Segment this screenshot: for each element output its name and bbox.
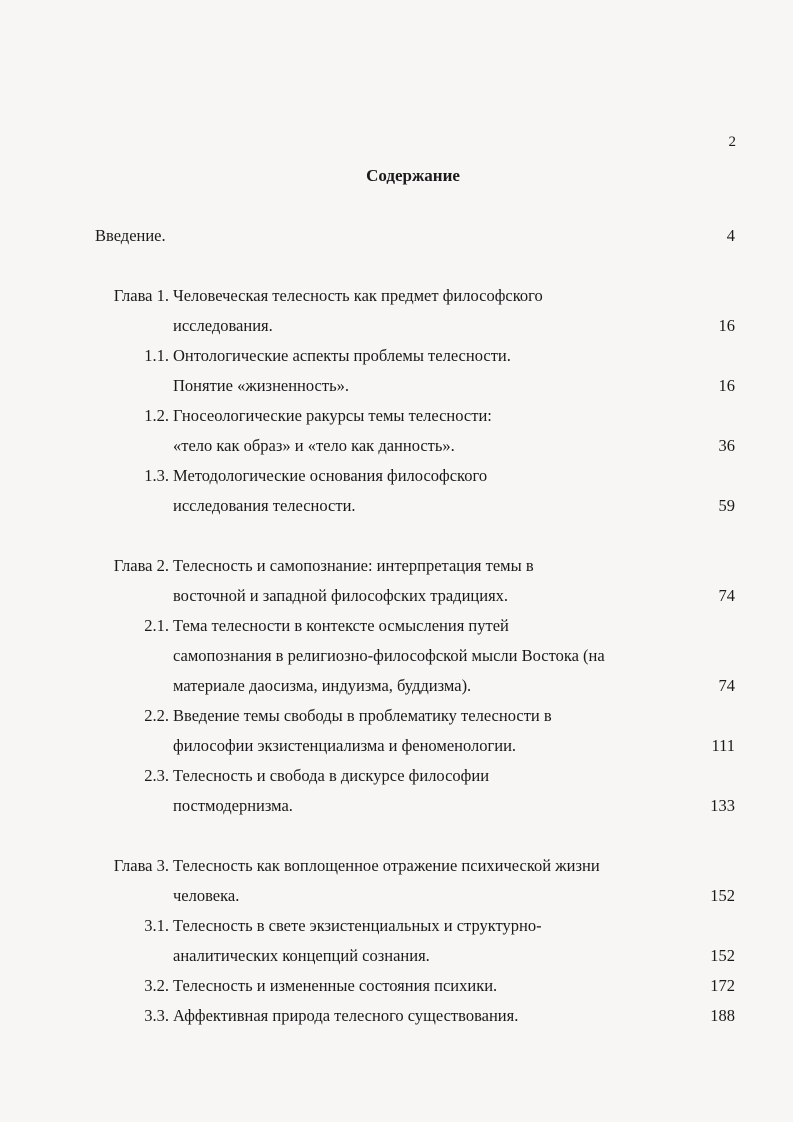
toc-entry-line [0, 671, 793, 701]
toc-entry-line [0, 881, 793, 911]
toc-entry-page: 152 [710, 946, 735, 965]
toc-entry [0, 971, 793, 1001]
toc-entry [0, 281, 793, 341]
toc-entry-line [0, 1001, 793, 1031]
toc-entry-title: Тема телесности в контексте осмысления путей [173, 616, 509, 635]
toc-entry-line [0, 281, 793, 311]
toc-entry-line [0, 761, 793, 791]
toc-entry-title: постмодернизма. [173, 796, 293, 815]
toc-entry-page: 16 [718, 316, 735, 335]
page-title: Содержание [366, 166, 460, 185]
toc-entry-title: Телесность как воплощенное отражение психической жизни [173, 856, 600, 875]
toc-entry-line [0, 581, 793, 611]
toc-entry-title: аналитических концепций сознания. [173, 946, 430, 965]
toc-entry [0, 761, 793, 821]
toc-entry-line [0, 701, 793, 731]
toc-entry-title: Телесность и измененные состояния психики. [173, 976, 498, 995]
toc-entry [0, 551, 793, 611]
toc-entry-title: исследования. [173, 316, 273, 335]
toc-entry-title: Понятие «жизненность». [173, 376, 349, 395]
toc-entry [0, 461, 793, 521]
toc-entry-title: философии экзистенциализма и феноменологии. [173, 736, 517, 755]
toc-entry-title: Онтологические аспекты проблемы телесности. [173, 346, 511, 365]
toc-entry-page: 172 [710, 976, 735, 995]
toc-entry-title: Методологические основания философского [173, 466, 488, 485]
toc-intro-title: Введение. [95, 226, 166, 245]
toc-entry [0, 1001, 793, 1031]
toc-entry-page: 133 [710, 796, 735, 815]
toc-entry-page: 74 [718, 676, 735, 695]
toc-entry-title: Телесность и самопознание: интерпретация темы в [173, 556, 534, 575]
toc-entry-title: материале даосизма, индуизма, буддизма). [173, 676, 472, 695]
toc-intro [0, 221, 793, 251]
toc-entry-number: 1.3. [144, 466, 169, 485]
toc-entry-line [0, 941, 793, 971]
toc-entry-page: 36 [718, 436, 735, 455]
page-number: 2 [728, 134, 736, 150]
toc-entry [0, 851, 793, 911]
toc-entry-line [0, 461, 793, 491]
toc-entry-page: 152 [710, 886, 735, 905]
toc-entry-line [0, 401, 793, 431]
toc-entry-number: 2.1. [144, 616, 169, 635]
toc-entry-title: самопознания в религиозно-философской мысли Востока (на [173, 646, 605, 665]
toc-entry-number: 3.1. [144, 916, 169, 935]
toc-entry-title: Введение темы свободы в проблематику телесности в [173, 706, 552, 725]
toc-entry-number: 3.3. [144, 1006, 169, 1025]
toc-entry-line [0, 341, 793, 371]
toc-entry-line [0, 641, 793, 671]
toc-entry-number: 1.1. [144, 346, 169, 365]
toc-entry-page: 16 [718, 376, 735, 395]
toc-entry-number: 2.3. [144, 766, 169, 785]
toc-entry-line [0, 311, 793, 341]
toc-entry-title: Телесность в свете экзистенциальных и структурно- [173, 916, 542, 935]
toc-entry-title: Аффективная природа телесного существования. [173, 1006, 519, 1025]
toc-entry-title: Телесность и свобода в дискурсе философии [173, 766, 490, 785]
toc-entries [0, 281, 793, 1031]
toc-entry-title: исследования телесности. [173, 496, 356, 515]
toc-entry-page: 111 [711, 736, 735, 755]
toc-entry-line [0, 791, 793, 821]
toc-entry-line [0, 431, 793, 461]
toc-entry-title: «тело как образ» и «тело как данность». [173, 436, 455, 455]
toc-entry-number: 1.2. [144, 406, 169, 425]
toc-entry-number: Глава 2. [113, 556, 169, 575]
toc-entry-line [0, 491, 793, 521]
toc-entry-number: Глава 3. [113, 856, 169, 875]
toc-entry-line [0, 911, 793, 941]
toc-entry-page: 59 [718, 496, 735, 515]
toc-entry-line [0, 371, 793, 401]
toc-entry-title: человека. [173, 886, 240, 905]
toc-entry-line [0, 731, 793, 761]
toc-entry-number: 2.2. [144, 706, 169, 725]
toc-entry-title: восточной и западной философских традициях. [173, 586, 509, 605]
toc-entry [0, 911, 793, 971]
toc-intro-page: 4 [726, 226, 735, 245]
toc-entry [0, 341, 793, 401]
toc-entry [0, 611, 793, 701]
toc-entry-line [0, 551, 793, 581]
toc-entry-page: 188 [710, 1006, 735, 1025]
toc-entry-page: 74 [718, 586, 735, 605]
toc-entry [0, 701, 793, 761]
toc-entry-line [0, 971, 793, 1001]
toc-entry-line [0, 611, 793, 641]
toc-entry-line [0, 851, 793, 881]
toc-entry-number: Глава 1. [113, 286, 169, 305]
toc-entry-title: Человеческая телесность как предмет философского [173, 286, 543, 305]
table-of-contents [0, 221, 793, 1031]
toc-entry-number: 3.2. [144, 976, 169, 995]
toc-entry [0, 401, 793, 461]
toc-entry-title: Гносеологические ракурсы темы телесности: [173, 406, 492, 425]
